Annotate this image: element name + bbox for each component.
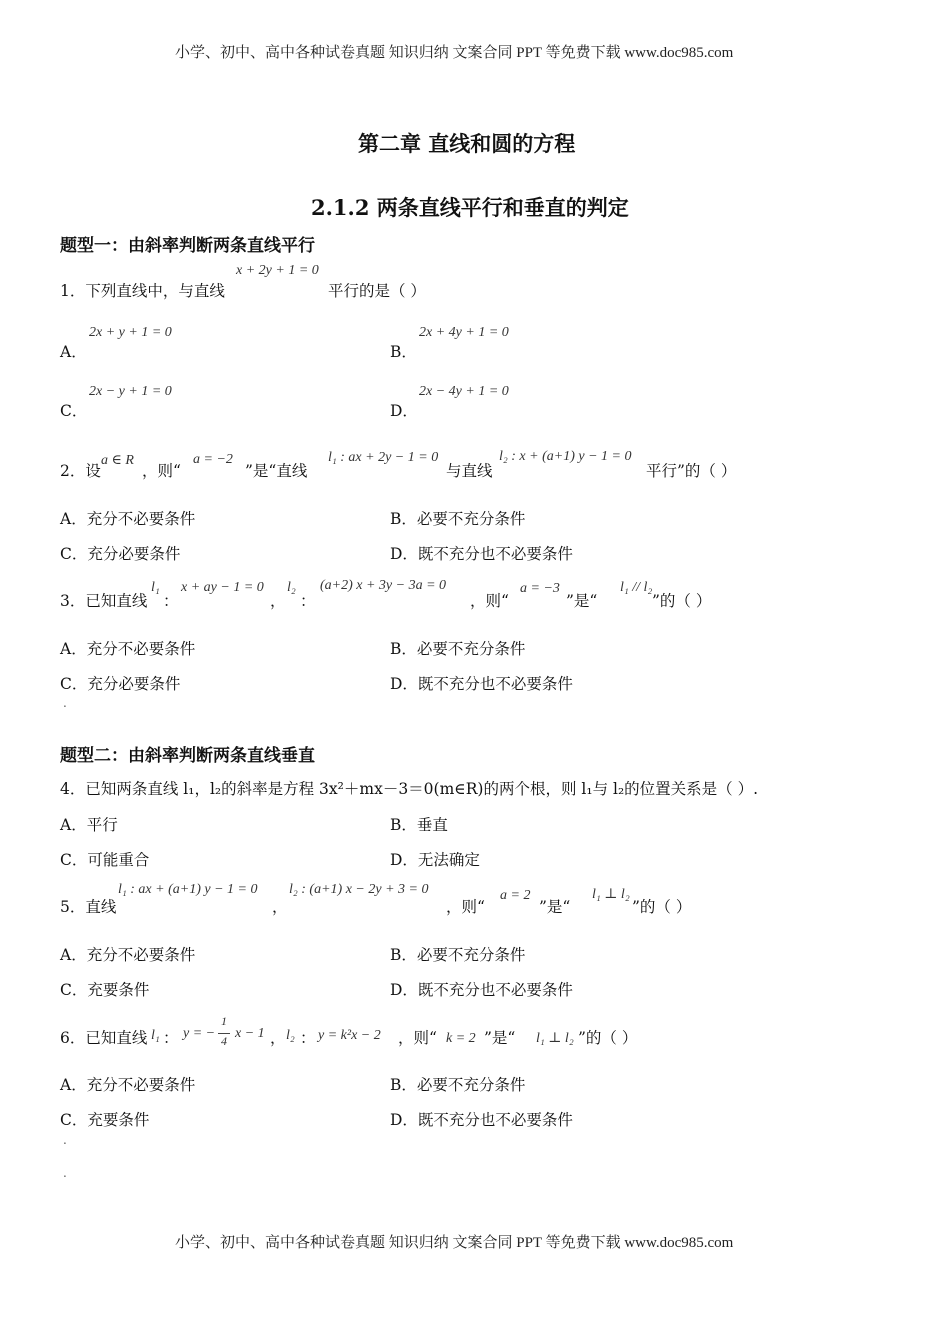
q5-text-3: ”是“ [539,898,571,916]
q6-math-6: l₁ ⊥ l₂ [536,1031,574,1046]
q3-option-b: B．必要不充分条件 [390,640,526,658]
q3-text-2: ， [270,592,286,610]
q6-math-4: y = k²x − 2 [318,1028,381,1043]
q1-option-d-label: D． [390,402,418,420]
q4-option-d: D．无法确定 [390,851,480,869]
q2-option-c: C．充分必要条件 [60,545,181,563]
q6-option-b: B．必要不充分条件 [390,1076,526,1094]
q6-option-a: A．充分不必要条件 [60,1076,196,1094]
q3-math-6: l₁ // l₂ [620,580,653,595]
q6-fraction-numerator: 1 [221,1014,227,1028]
q6-text-1: ： [163,1029,179,1047]
q2-option-b: B．必要不充分条件 [390,510,526,528]
paragraph-mark: . [63,1133,67,1147]
q2-math-1: a ∈ R [101,453,134,468]
q3-math-2: x + ay − 1 = 0 [181,580,264,595]
q3-option-c: C．充分必要条件 [60,675,181,693]
q2-text-1: ，则“ [142,462,181,480]
q5-option-d: D．既不充分也不必要条件 [390,981,573,999]
q6-prefix: 6．已知直线 [60,1029,148,1047]
q6-fraction-denominator: 4 [221,1034,227,1048]
q4-text: 4．已知两条直线 l₁，l₂的斜率是方程 3x²＋mx－3＝0(m∈R)的两个根，则 l₁与 l₂的位置关系是（ ）. [60,780,759,798]
q2-text-3: 与直线 [446,462,493,480]
q6-math-2-lhs: y = − [183,1026,216,1041]
q5-math-3: a = 2 [500,888,531,903]
q6-text-2: ， [270,1029,286,1047]
q2-option-a: A．充分不必要条件 [60,510,196,528]
q2-math-4: l₂ : x + (a+1) y − 1 = 0 [499,449,632,464]
q6-math-5: k = 2 [446,1031,476,1046]
q6-text-3: ： [300,1029,316,1047]
q2-text-4: 平行”的（ ） [646,462,737,480]
q5-text-4: ”的（ ） [632,898,692,916]
q5-math-2: l₂ : (a+1) x − 2y + 3 = 0 [289,882,429,897]
q6-option-d: D．既不充分也不必要条件 [390,1111,573,1129]
q5-option-c: C．充要条件 [60,981,150,999]
q3-text-4: ，则“ [470,592,509,610]
q3-math-1: l₁ [151,580,160,595]
q4-option-a: A．平行 [60,816,118,834]
q3-prefix: 3．已知直线 [60,592,148,610]
q6-text-5: ”是“ [484,1029,516,1047]
q5-math-4: l₁ ⊥ l₂ [592,887,630,902]
q1-equation: x + 2y + 1 = 0 [236,263,319,278]
paragraph-mark: . [63,696,67,710]
q3-text-3: ： [300,592,316,610]
q3-text-5: ”是“ [566,592,598,610]
q1-prefix: 1．下列直线中，与直线 [60,282,225,300]
q1-suffix: 平行的是（ ） [328,282,426,300]
q3-option-a: A．充分不必要条件 [60,640,196,658]
q2-text-2: ”是“直线 [245,462,308,480]
q1-option-b-math: 2x + 4y + 1 = 0 [419,325,509,340]
section-title: 2.1.2 两条直线平行和垂直的判定 [311,195,629,220]
q6-math-3: l₂ [286,1028,295,1043]
q6-math-1: l₁ [151,1028,160,1043]
chapter-title: 第二章 直线和圆的方程 [358,131,576,156]
q6-math-2-rhs: x − 1 [235,1026,265,1041]
q6-text-6: ”的（ ） [578,1029,638,1047]
q2-math-2: a = −2 [193,452,233,467]
q5-prefix: 5．直线 [60,898,117,916]
q1-option-b-label: B． [390,343,417,361]
q1-option-c-math: 2x − y + 1 = 0 [89,384,172,399]
type1-title: 题型一：由斜率判断两条直线平行 [60,236,315,256]
paragraph-mark: . [63,1166,67,1180]
type2-title: 题型二：由斜率判断两条直线垂直 [60,746,315,766]
q4-option-c: C．可能重合 [60,851,150,869]
q4-option-b: B．垂直 [390,816,448,834]
q3-math-5: a = −3 [520,581,560,596]
q5-option-b: B．必要不充分条件 [390,946,526,964]
q5-math-1: l₁ : ax + (a+1) y − 1 = 0 [118,882,258,897]
q2-prefix: 2．设 [60,462,101,480]
page-footer: 小学、初中、高中各种试卷真题 知识归纳 文案合同 PPT 等免费下载 www.doc985.com [175,1235,734,1251]
q5-text-1: ， [272,898,288,916]
q5-text-2: ，则“ [446,898,485,916]
page-header: 小学、初中、高中各种试卷真题 知识归纳 文案合同 PPT 等免费下载 www.doc985.com [175,45,734,61]
q3-math-3: l₂ [287,580,296,595]
q6-text-4: ，则“ [398,1029,437,1047]
q1-option-a-math: 2x + y + 1 = 0 [89,325,172,340]
q3-math-4: (a+2) x + 3y − 3a = 0 [320,578,447,593]
q2-option-d: D．既不充分也不必要条件 [390,545,573,563]
q5-option-a: A．充分不必要条件 [60,946,196,964]
q6-option-c: C．充要条件 [60,1111,150,1129]
q2-math-3: l₁ : ax + 2y − 1 = 0 [328,450,439,465]
q1-option-d-math: 2x − 4y + 1 = 0 [419,384,509,399]
q3-text-6: ”的（ ） [652,592,712,610]
q3-option-d: D．既不充分也不必要条件 [390,675,573,693]
q1-option-a-label: A． [60,343,87,361]
q1-option-c-label: C． [60,402,88,420]
q3-text-1: ： [163,592,179,610]
